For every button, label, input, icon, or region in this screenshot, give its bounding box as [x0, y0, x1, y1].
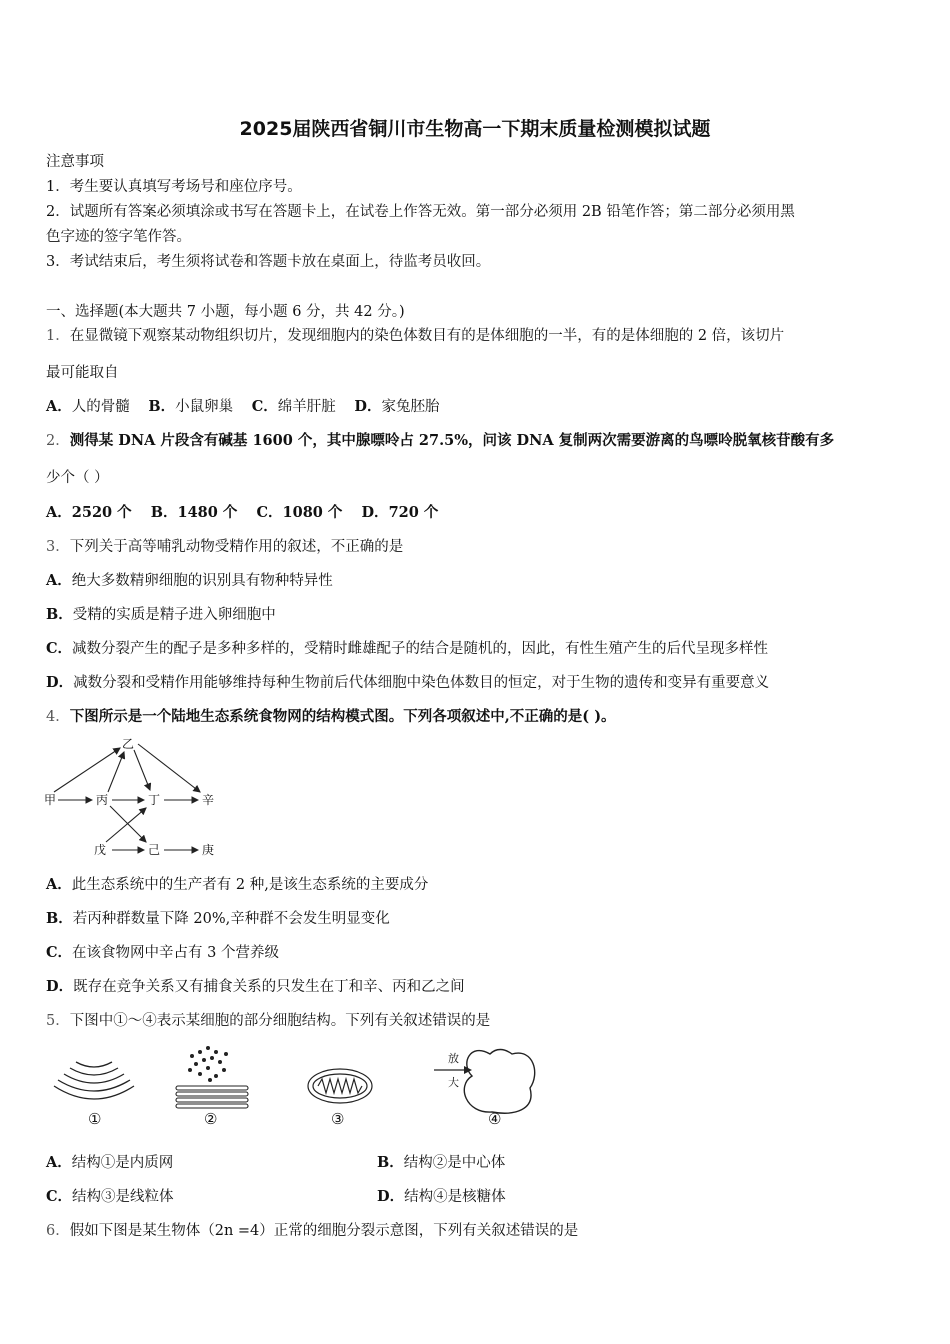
question-number: 2．	[46, 433, 70, 449]
notice-item: 1．考生要认真填写考场号和座位序号。	[46, 179, 302, 195]
option-d[interactable]: D．减数分裂和受精作用能够维持每种生物前后代体细胞中染色体数目的恒定，对于生物的遗传和变异有重要意义	[46, 674, 770, 691]
option-a[interactable]: A．绝大多数精卵细胞的识别具有物种特异性	[46, 572, 333, 589]
option-b[interactable]: B．小鼠卵巢	[148, 398, 234, 415]
structure-4-icon	[464, 1050, 534, 1114]
question-number: 6．	[46, 1223, 70, 1239]
node-yi: 乙	[122, 737, 135, 751]
option-a[interactable]: A．2520 个	[46, 504, 132, 521]
option-a[interactable]: A．结构①是内质网	[46, 1154, 174, 1171]
cell-structures-figure	[40, 1040, 550, 1132]
arrow-wu-ding	[106, 808, 146, 842]
q2-options	[46, 503, 452, 523]
option-c[interactable]: C．在该食物网中辛占有 3 个营养级	[46, 944, 279, 961]
question-text: 在显微镜下观察某动物组织切片，发现细胞内的染色体数目有的是体细胞的一半，有的是体细胞的 2 倍，该切片	[69, 328, 785, 344]
question-number: 4．	[46, 709, 70, 725]
notice-item: 3．考试结束后，考生须将试卷和答题卡放在桌面上，待监考员收回。	[46, 254, 491, 270]
option-b[interactable]: B．1480 个	[150, 504, 238, 521]
question-1	[46, 326, 784, 346]
node-ji: 己	[148, 843, 161, 857]
figure-label-2: ②	[204, 1110, 218, 1128]
magnify-arrow-icon	[434, 1066, 472, 1074]
option-c[interactable]: C．减数分裂产生的配子是多种多样的，受精时雌雄配子的结合是随机的，因此，有性生殖产生的后代呈现多样性	[46, 640, 769, 657]
arrow-bing-yi	[108, 752, 124, 792]
notice-heading: 注意事项	[46, 154, 104, 170]
question-3	[46, 537, 403, 557]
question-5	[46, 1011, 490, 1031]
option-c[interactable]: C．1080 个	[256, 504, 343, 521]
question-2	[46, 431, 834, 451]
option-d[interactable]: D．结构④是核糖体	[377, 1188, 506, 1205]
question-text: 假如下图是某生物体（2n =4）正常的细胞分裂示意图，下列有关叙述错误的是	[69, 1223, 579, 1239]
notice-item: 2．试题所有答案必须填涂或书写在答题卡上，在试卷上作答无效。第一部分必须用 2B 铅笔作答；第二部分必须用黑	[46, 204, 795, 220]
option-a[interactable]: A．此生态系统中的生产者有 2 种,是该生态系统的主要成分	[46, 876, 429, 893]
option-d[interactable]: D．家兔胚胎	[354, 398, 440, 415]
option-b[interactable]: B．结构②是中心体	[377, 1154, 506, 1171]
figure-label-4: ④	[488, 1110, 502, 1128]
structure-1-icon	[54, 1062, 134, 1099]
option-b[interactable]: B．受精的实质是精子进入卵细胞中	[46, 606, 276, 623]
option-c[interactable]: C．结构③是线粒体	[46, 1188, 174, 1205]
figure-label-1: ①	[88, 1110, 102, 1128]
section-heading: 一、选择题(本大题共 7 小题，每小题 6 分，共 42 分。)	[46, 304, 405, 320]
structure-3-icon	[308, 1069, 372, 1103]
arrow-yi-ding	[134, 750, 150, 790]
figure-label-3: ③	[331, 1110, 345, 1128]
node-ding: 丁	[148, 793, 161, 807]
question-text-continued: 少个（ ）	[46, 470, 109, 486]
food-web-diagram	[40, 734, 230, 862]
question-number: 1．	[46, 328, 70, 344]
structure-2-icon	[176, 1046, 248, 1108]
node-jia: 甲	[44, 793, 57, 807]
question-number: 5．	[46, 1013, 70, 1029]
question-text: 下图中①～④表示某细胞的部分细胞结构。下列有关叙述错误的是	[69, 1013, 491, 1029]
node-xin: 辛	[202, 793, 215, 807]
node-wu: 戊	[94, 843, 107, 857]
option-b[interactable]: B．若丙种群数量下降 20%,辛种群不会发生明显变化	[46, 910, 390, 927]
q1-options	[46, 397, 453, 417]
question-text-continued: 最可能取自	[46, 365, 119, 381]
option-c[interactable]: C．绵羊肝脏	[251, 398, 336, 415]
question-text: 下图所示是一个陆地生态系统食物网的结构模式图。下列各项叙述中,不正确的是( )。	[69, 708, 616, 725]
notice-item: 色字迹的签字笔作答。	[46, 229, 191, 245]
option-d[interactable]: D．720 个	[361, 504, 439, 521]
question-6	[46, 1221, 578, 1241]
arrow-yi-xin	[138, 744, 200, 792]
node-bing: 丙	[96, 793, 109, 807]
option-d[interactable]: D．既存在竞争关系又有捕食关系的只发生在丁和辛、丙和乙之间	[46, 978, 465, 995]
magnify-label-1: 放	[448, 1052, 459, 1065]
question-text: 下列关于高等哺乳动物受精作用的叙述，不正确的是	[69, 539, 404, 555]
question-4	[46, 707, 616, 727]
page-title: 2025届陕西省铜川市生物高一下期末质量检测模拟试题	[239, 118, 711, 140]
node-geng: 庚	[202, 843, 215, 857]
magnify-label-2: 大	[448, 1076, 459, 1089]
question-text: 测得某 DNA 片段含有碱基 1600 个，其中腺嘌呤占 27.5%，问该 DNA 复制两次需要游离的鸟嘌呤脱氧核苷酸有多	[69, 432, 835, 449]
option-a[interactable]: A．人的骨髓	[46, 398, 130, 415]
question-number: 3．	[46, 539, 70, 555]
